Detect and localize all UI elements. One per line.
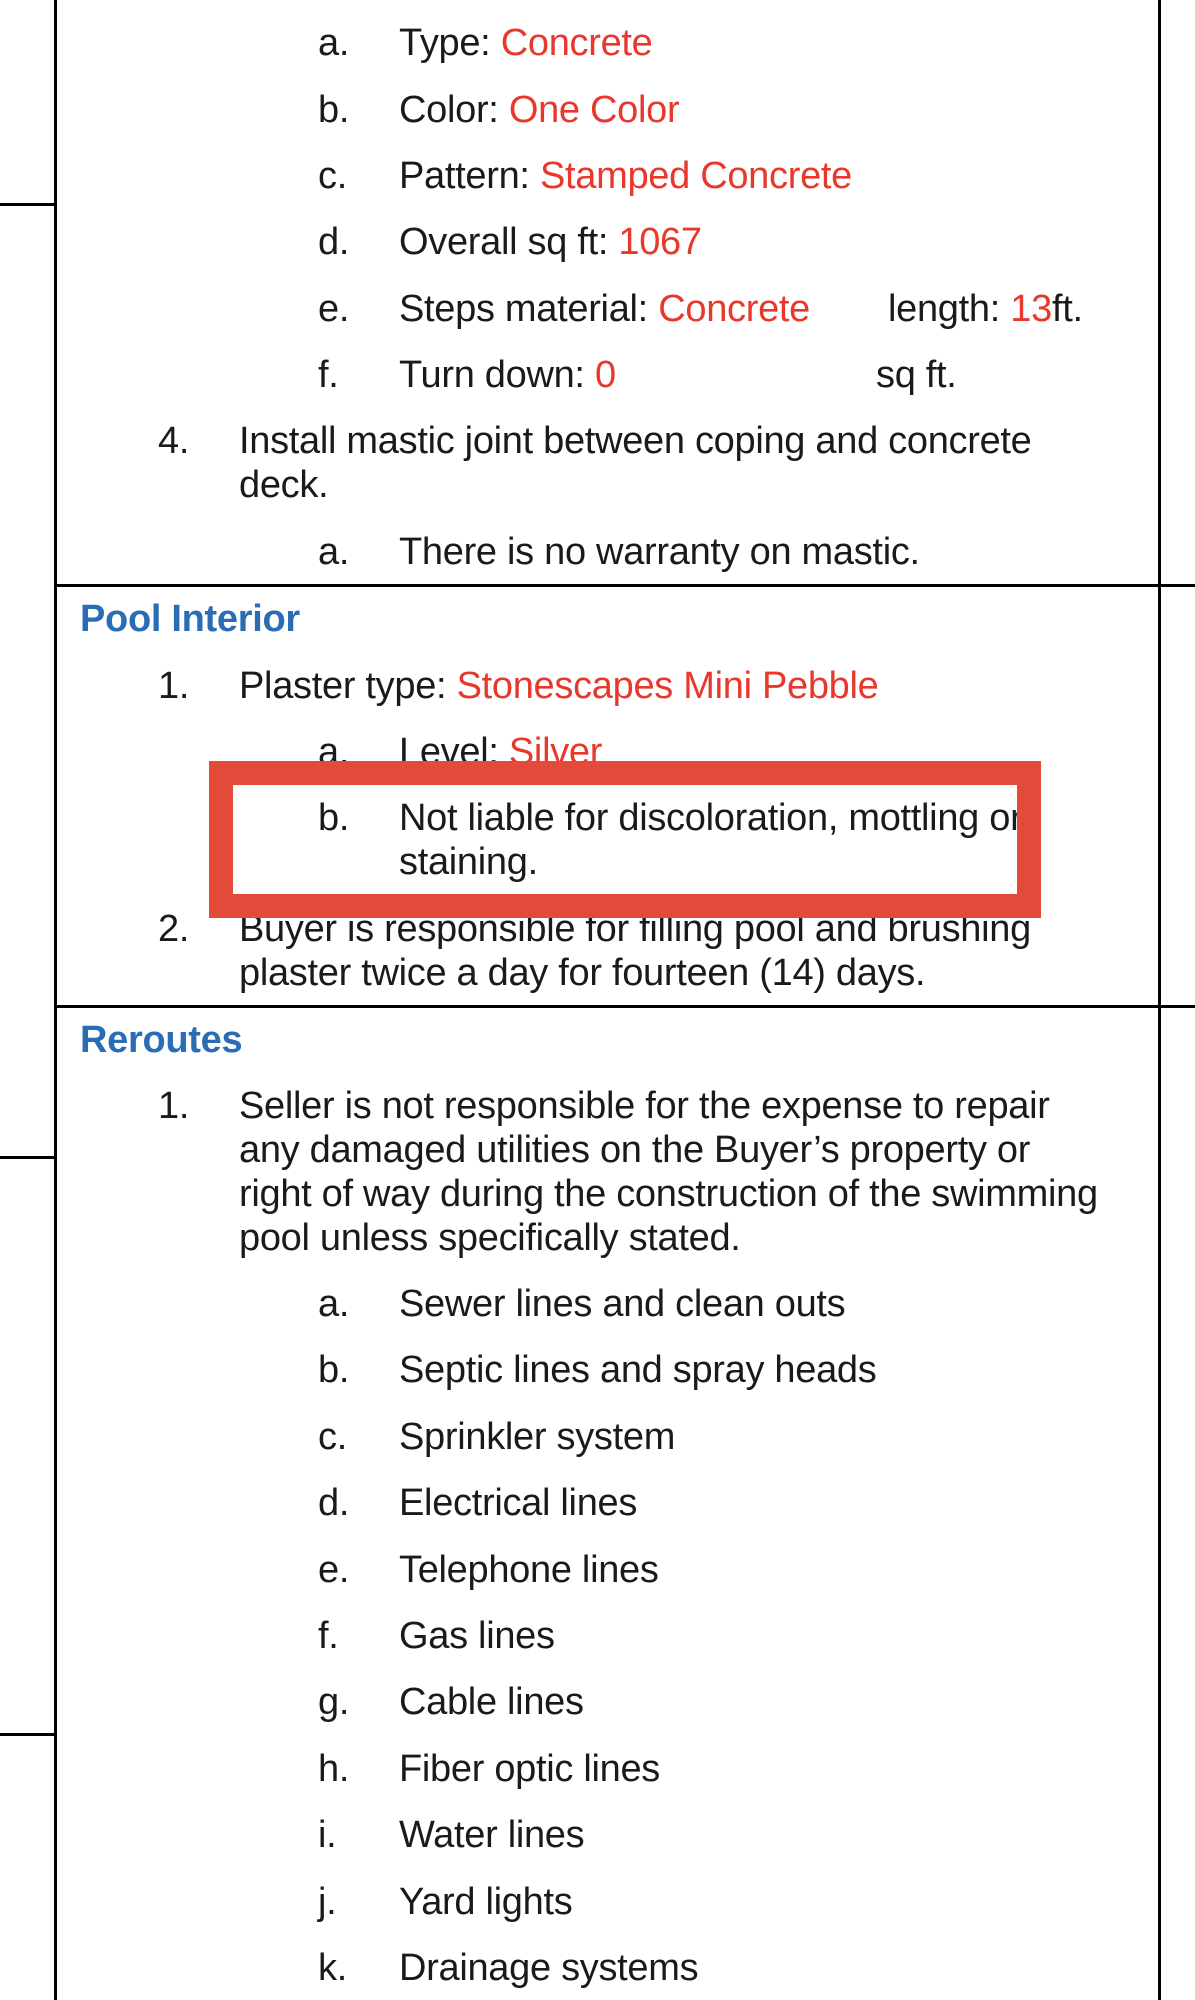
list-label: Color: — [399, 89, 499, 131]
item-text-line: Seller is not responsible for the expense to repair — [239, 1085, 1050, 1127]
list-number: 4. — [158, 420, 190, 462]
section-heading-pool-interior: Pool Interior — [80, 598, 300, 640]
item-text: Gas lines — [399, 1615, 555, 1657]
list-letter: d. — [318, 1482, 350, 1524]
item-text: Water lines — [399, 1814, 585, 1856]
item-text: Cable lines — [399, 1681, 584, 1723]
list-letter: e. — [318, 288, 350, 330]
list-letter: e. — [318, 1549, 350, 1591]
section-divider-reroutes — [54, 1005, 1195, 1008]
list-letter: a. — [318, 1283, 350, 1325]
item-text-line: pool unless specifically stated. — [239, 1217, 741, 1259]
list-label: Turn down: — [399, 354, 585, 396]
list-value: Stamped Concrete — [539, 155, 852, 197]
list-number: 2. — [158, 908, 190, 950]
list-letter: h. — [318, 1748, 350, 1790]
list-letter: b. — [318, 797, 350, 839]
list-letter: f. — [318, 354, 339, 396]
list-letter: d. — [318, 221, 350, 263]
item-text-line: any damaged utilities on the Buyer’s property or — [239, 1129, 1031, 1171]
item-text-line: staining. — [399, 841, 538, 883]
left-column-divider-3 — [0, 1733, 56, 1736]
item-text-line: Install mastic joint between coping and concrete — [239, 420, 1032, 462]
item-text-line: plaster twice a day for fourteen (14) days. — [239, 952, 926, 994]
item-text-line: Buyer is responsible for filling pool and brushing — [239, 908, 1031, 950]
list-letter: g. — [318, 1681, 350, 1723]
section-heading-reroutes: Reroutes — [80, 1019, 243, 1061]
list-letter: c. — [318, 1416, 347, 1458]
item-text: Electrical lines — [399, 1482, 638, 1524]
list-letter: a. — [318, 531, 350, 573]
list-number: 1. — [158, 1085, 190, 1127]
list-label: Plaster type: — [239, 665, 447, 707]
list-value: 0 — [594, 354, 616, 396]
item-text-line: right of way during the construction of the swimming — [239, 1173, 1098, 1215]
left-column-divider-2 — [0, 1156, 56, 1159]
list-value: Silver — [508, 731, 603, 773]
list-label: Level: — [399, 731, 499, 773]
list-letter: k. — [318, 1947, 347, 1989]
length-unit: ft. — [1051, 288, 1083, 330]
list-letter: a. — [318, 22, 350, 64]
list-label: Steps material: — [399, 288, 648, 330]
list-label: Type: — [399, 22, 491, 64]
left-column-divider-1 — [0, 203, 56, 206]
item-text: Septic lines and spray heads — [399, 1349, 877, 1391]
list-letter: j. — [318, 1881, 337, 1923]
list-value: One Color — [508, 89, 680, 131]
item-text: Fiber optic lines — [399, 1748, 661, 1790]
item-text: Sewer lines and clean outs — [399, 1283, 846, 1325]
section-divider-pool-interior — [54, 584, 1195, 587]
table-right-border — [1158, 0, 1161, 2000]
highlight-box — [209, 761, 1041, 918]
item-text: Drainage systems — [399, 1947, 699, 1989]
list-value: 1067 — [618, 221, 702, 263]
list-number: 1. — [158, 665, 190, 707]
item-text: Sprinkler system — [399, 1416, 676, 1458]
list-letter: i. — [318, 1814, 337, 1856]
table-left-border — [54, 0, 57, 2000]
item-text-line: Not liable for discoloration, mottling or — [399, 797, 1023, 839]
item-text: Yard lights — [399, 1881, 573, 1923]
length-value: 13 — [1010, 288, 1052, 330]
list-letter: a. — [318, 731, 350, 773]
list-letter: b. — [318, 1349, 350, 1391]
list-value: Concrete — [500, 22, 653, 64]
item-text: Telephone lines — [399, 1549, 659, 1591]
list-label: Pattern: — [399, 155, 530, 197]
list-letter: f. — [318, 1615, 339, 1657]
list-value: Concrete — [658, 288, 811, 330]
unit-label: sq ft. — [876, 354, 957, 396]
item-text-line: deck. — [239, 464, 329, 506]
list-value: Stonescapes Mini Pebble — [456, 665, 879, 707]
item-text: There is no warranty on mastic. — [399, 531, 920, 573]
list-label: Overall sq ft: — [399, 221, 609, 263]
list-letter: b. — [318, 89, 350, 131]
list-letter: c. — [318, 155, 347, 197]
length-label: length: — [888, 288, 1000, 330]
